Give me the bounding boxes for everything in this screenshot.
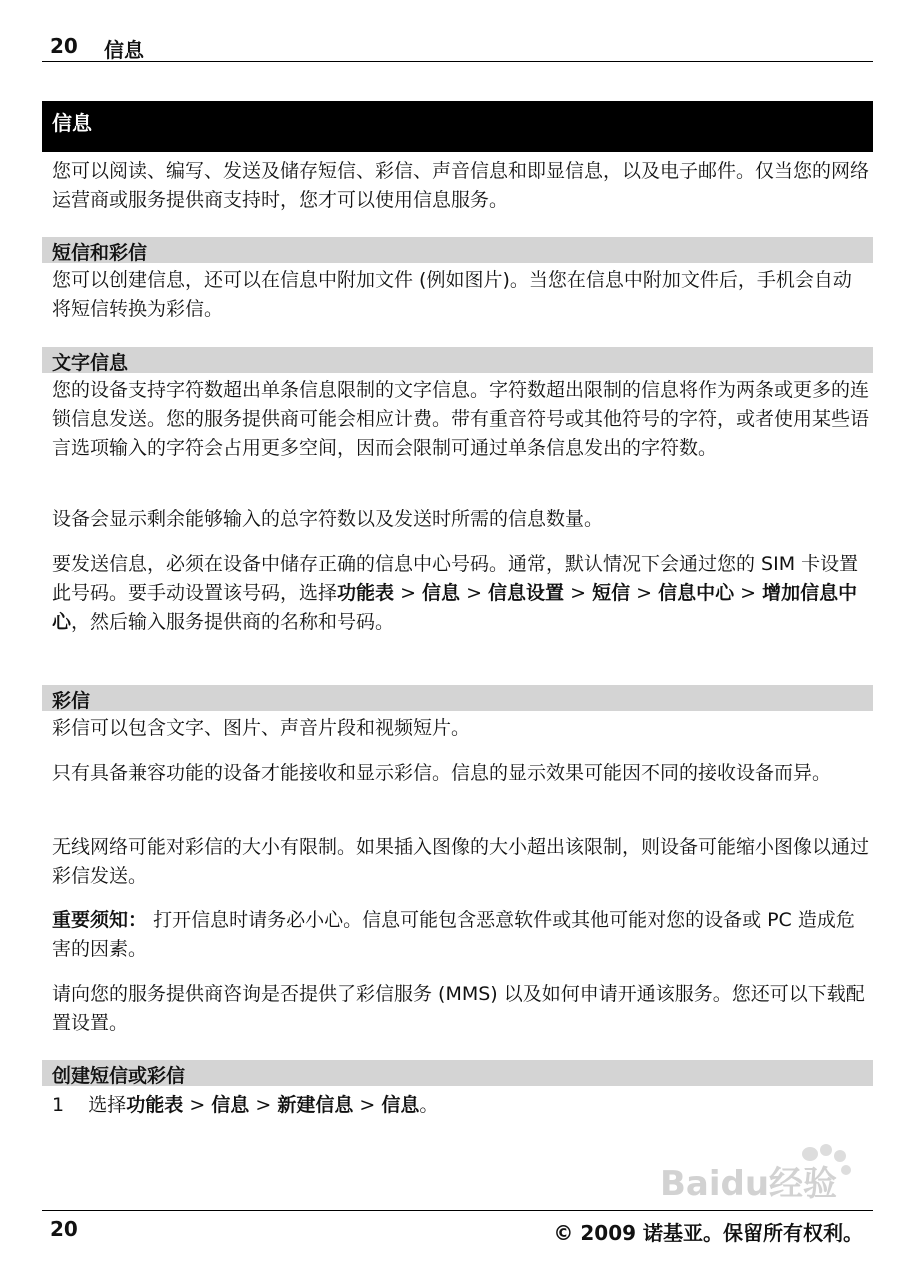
text-messages-paragraph-3: 要发送信息，必须在设备中储存正确的信息中心号码。通常，默认情况下会通过您的 SIM 卡设置此号码。要手动设置该号码，选择功能表 > 信息 > 信息设置 > 短信 > 信息中心 > 增加信息中心，然后输入服务提供商的名称和号码。 [52,553,859,633]
section-heading-mms [42,685,873,711]
section-heading-text-messages [42,347,873,373]
menu-path: 信息 [211,1094,250,1116]
mms-paragraph-1: 彩信可以包含文字、图片、声音片段和视频短片。 [52,717,471,739]
sms-mms-paragraph: 您可以创建信息，还可以在信息中附加文件 (例如图片)。当您在信息中附加文件后，手机会自动将短信转换为彩信。 [52,269,852,320]
page-header [42,34,873,62]
baidu-watermark-logo [660,1140,860,1210]
menu-path: 信息 [381,1094,420,1116]
watermark-text: Baidu经验 [660,1164,838,1204]
section-title: 短信和彩信 [52,242,148,264]
chapter-title: 信息 [52,111,92,135]
menu-path: 信息中心 [658,582,735,604]
step-number: 1 [52,1094,65,1116]
menu-path: 新建信息 [277,1094,354,1116]
menu-path: 功能表 [337,582,395,604]
chapter-title-bar [42,101,873,152]
section-heading-sms-mms [42,237,873,263]
mms-paragraph-5: 请向您的服务提供商咨询是否提供了彩信服务 (MMS) 以及如何申请开通该服务。您还可以下载配置设置。 [52,983,865,1034]
page-footer [42,1210,873,1251]
section-title: 文字信息 [52,352,129,374]
header-page-number: 20 [50,34,78,58]
menu-path: 短信 [592,582,631,604]
footer-page-number: 20 [50,1217,78,1241]
important-note-paragraph: 重要须知： 打开信息时请务必小心。信息可能包含恶意软件或其他可能对您的设备或 PC 造成危害的因素。 [52,909,855,960]
section-title: 彩信 [52,690,91,712]
section-title: 创建短信或彩信 [52,1065,186,1087]
text-messages-paragraph-2: 设备会显示剩余能够输入的总字符数以及发送时所需的信息数量。 [52,508,604,530]
header-chapter-title: 信息 [104,38,144,62]
footer-copyright: © 2009 诺基亚。保留所有权利。 [553,1221,863,1245]
menu-path: 功能表 [126,1094,184,1116]
section-heading-create [42,1060,873,1086]
important-label: 重要须知： [52,909,148,931]
menu-path: 信息设置 [488,582,565,604]
menu-path: 信息 [422,582,461,604]
mms-paragraph-2: 只有具备兼容功能的设备才能接收和显示彩信。信息的显示效果可能因不同的接收设备而异。 [52,762,832,784]
intro-paragraph: 您可以阅读、编写、发送及储存短信、彩信、声音信息和即显信息，以及电子邮件。仅当您的网络运营商或服务提供商支持时，您才可以使用信息服务。 [52,160,870,211]
text-messages-paragraph-1: 您的设备支持字符数超出单条信息限制的文字信息。字符数超出限制的信息将作为两条或更多的连锁信息发送。您的服务提供商可能会相应计费。带有重音符号或其他符号的字符，或者使用某些语言选项输入的字符会占用更多空间，因而会限制可通过单条信息发出的字符数。 [52,379,870,459]
menu-path: 增加信息中心 [52,582,858,633]
create-step-1: 1 选择功能表 > 信息 > 新建信息 > 信息。 [52,1094,439,1116]
mms-paragraph-3: 无线网络可能对彩信的大小有限制。如果插入图像的大小超出该限制，则设备可能缩小图像以通过彩信发送。 [52,836,870,887]
